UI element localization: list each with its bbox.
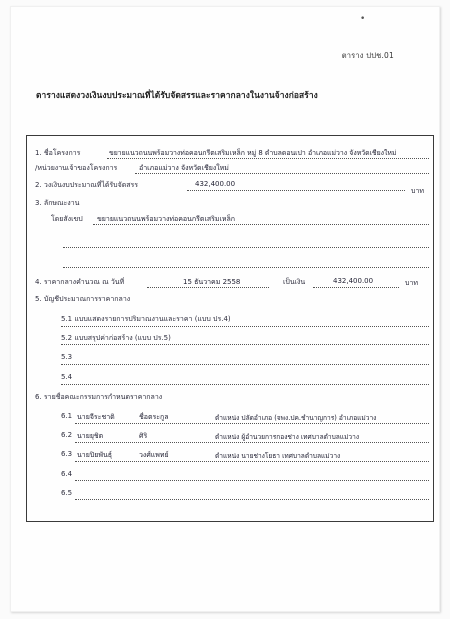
median-price-date: 15 ธันวาคม 2558 <box>183 278 241 286</box>
dotted-line <box>313 287 399 288</box>
document-page <box>10 6 440 612</box>
member-last-name: ศิริ <box>139 432 148 440</box>
amount-label: เป็นเงิน <box>283 278 306 286</box>
dotted-line <box>61 344 429 345</box>
dotted-line <box>61 384 429 385</box>
budget-label: 2. วงเงินงบประมาณที่ได้รับจัดสรร <box>35 181 139 189</box>
member-first-name: นายยุชิต <box>77 432 104 440</box>
budget-value: 432,400.00 <box>195 180 236 188</box>
estimate-row-4: 5.4 <box>61 373 73 381</box>
member-no: 6.5 <box>61 489 73 497</box>
estimate-row-2: 5.2 แบบสรุปค่าก่อสร้าง (แบบ ปร.5) <box>61 334 171 342</box>
amount-unit: บาท <box>405 279 418 287</box>
dotted-line <box>63 247 429 248</box>
member-no: 6.2 <box>61 431 73 439</box>
dotted-line <box>75 461 429 462</box>
dotted-line <box>107 158 429 159</box>
work-type-label: 3. ลักษณะงาน <box>35 199 80 207</box>
dotted-line <box>75 442 429 443</box>
dotted-line <box>61 326 429 327</box>
member-position: ตำแหน่ง นายช่างโยธา เทศบาลตำบลแม่วาง <box>215 452 341 460</box>
member-no: 6.3 <box>61 450 73 458</box>
member-no: 6.4 <box>61 470 73 478</box>
estimate-row-1: 5.1 แบบแสดงรายการปริมาณงานและราคา (แบบ ปร.4) <box>61 315 231 323</box>
member-position: ตำแหน่ง ปลัดอำเภอ (จพง.ปค.ชำนาญการ) อำเภอแม่วาง <box>215 414 377 422</box>
dotted-line <box>75 499 429 500</box>
dotted-line <box>187 190 405 191</box>
form-box <box>26 135 434 522</box>
committee-label: 6. รายชื่อคณะกรรมการกำหนดราคากลาง <box>35 393 163 401</box>
agency-label: /หน่วยงานเจ้าของโครงการ <box>35 164 118 172</box>
form-code: ตาราง ปปช.01 <box>341 51 394 60</box>
member-last-name: วงศ์แพทย์ <box>139 451 169 459</box>
work-type-sublabel: โดยสังเขป <box>51 215 83 223</box>
member-no: 6.1 <box>61 412 73 420</box>
stray-mark: • <box>360 14 366 24</box>
budget-unit: บาท <box>411 187 424 195</box>
work-type-value: ขยายแนวถนนพร้อมวางท่อคอนกรีตเสริมเหล็ก <box>97 215 236 223</box>
member-last-name: ชื่อตระกูล <box>139 413 169 421</box>
estimate-list-label: 5. บัญชีประมาณการราคากลาง <box>35 295 131 303</box>
dotted-line <box>75 480 429 481</box>
project-name-value: ขยายแนวถนนพร้อมวางท่อคอนกรีตเสริมเหล็ก หมู่ 8 ตำบลดอนเปา อำเภอแม่วาง จังหวัดเชียงใหม่ <box>109 149 397 157</box>
dotted-line <box>135 173 429 174</box>
dotted-line <box>63 267 429 268</box>
member-first-name: นายปิยพันธุ์ <box>77 451 113 459</box>
dotted-line <box>147 287 269 288</box>
project-name-label: 1. ชื่อโครงการ <box>35 149 81 157</box>
median-price-date-label: 4. ราคากลางคำนวณ ณ วันที่ <box>35 278 125 286</box>
dotted-line <box>75 423 429 424</box>
dotted-line <box>61 364 429 365</box>
median-price-amount: 432,400.00 <box>333 277 374 285</box>
dotted-line <box>93 224 429 225</box>
agency-value: อำเภอแม่วาง จังหวัดเชียงใหม่ <box>139 164 229 172</box>
member-first-name: นายจีระชาติ <box>77 413 115 421</box>
estimate-row-3: 5.3 <box>61 353 73 361</box>
member-position: ตำแหน่ง ผู้อำนวยการกองช่าง เทศบาลตำบลแม่วาง <box>215 433 360 441</box>
document-title: ตารางแสดงวงเงินงบประมาณที่ได้รับจัดสรรและราคากลางในงานจ้างก่อสร้าง <box>36 90 318 100</box>
